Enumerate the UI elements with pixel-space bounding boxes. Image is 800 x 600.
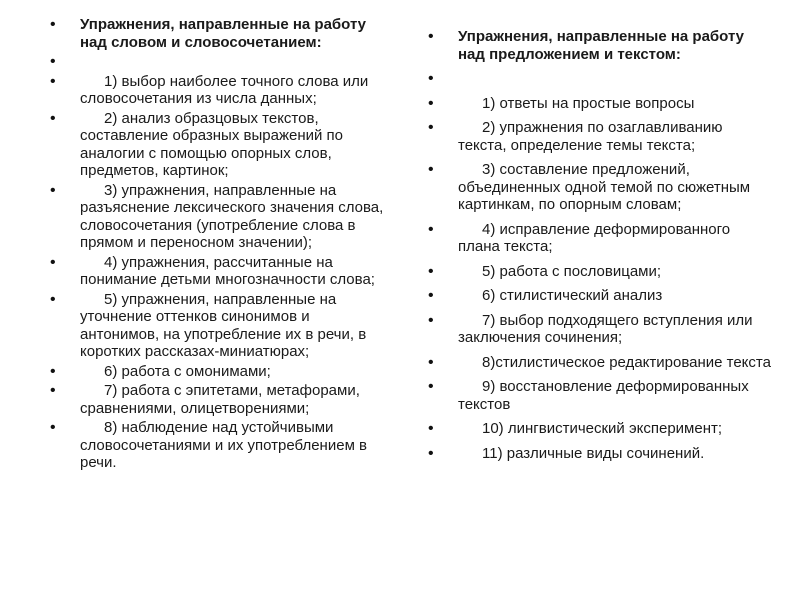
heading-text: • Упражнения, направленные на работу над предложением и текстом: xyxy=(458,28,745,63)
list-item xyxy=(50,291,390,361)
list-item-text: • 6) стилистический анализ xyxy=(482,287,663,304)
list-item xyxy=(428,95,773,113)
list-item xyxy=(428,263,773,281)
list-item-text: • 2) анализ образцовых текстов, составление образных выражений по аналогии с помощью опорных слов, предметов, картинок; xyxy=(80,109,343,179)
list-item-text: • 5) работа с пословицами; xyxy=(482,262,662,280)
list-item-text: • 1) выбор наиболее точного слова или словосочетания из числа данных; xyxy=(80,72,369,107)
list-item xyxy=(50,182,390,252)
list-item-text: • 7) работа с эпитетами, метафорами, сравнениями, олицетворениями; xyxy=(80,382,360,417)
list-item xyxy=(50,382,390,417)
list-item-text: • 11) различные виды сочинений. xyxy=(482,444,705,462)
list-item xyxy=(428,161,773,214)
list-heading xyxy=(428,28,773,63)
list-item-text: • 4) упражнения, рассчитанные на понимание детьми многозначности слова; xyxy=(80,253,375,288)
list-item xyxy=(50,419,390,472)
list-item xyxy=(428,354,773,372)
list-item xyxy=(428,221,773,256)
list-item xyxy=(428,445,773,463)
list-item-empty xyxy=(428,70,773,88)
list-item-text: • 7) выбор подходящего вступления или заключения сочинения; xyxy=(458,311,753,346)
list-item-text: • 3) составление предложений, объединенных одной темой по сюжетным картинкам, по опорным словам; xyxy=(458,161,751,213)
list-item xyxy=(50,110,390,180)
list-item-text: • 5) упражнения, направленные на уточнение оттенков синонимов и антонимов, на употребление их в речи, в коротких рассказах-миниатюрах; xyxy=(80,290,367,360)
right-column xyxy=(428,28,773,469)
list-item-text: • 3) упражнения, направленные на разъяснение лексического значения слова, словосочетания (употребление слова в прямом и переносном значении); xyxy=(80,181,384,251)
list-item-text: • 1) ответы на простые вопросы xyxy=(482,94,695,112)
left-column xyxy=(50,16,390,474)
list-item-text: • 4) исправление деформированного плана текста; xyxy=(458,220,731,255)
word-exercises-list xyxy=(50,16,390,472)
list-item-text: • 10) лингвистический эксперимент; xyxy=(482,420,723,437)
list-item xyxy=(50,254,390,289)
list-item-text: • 9) восстановление деформированных текстов xyxy=(458,378,749,413)
list-item-empty xyxy=(50,53,390,71)
list-item-text: • 6) работа с омонимами; xyxy=(104,362,271,380)
list-item xyxy=(428,420,773,438)
list-item xyxy=(50,73,390,108)
list-item-text: • 8) наблюдение над устойчивыми словосочетаниями и их употреблением в речи. xyxy=(80,419,368,471)
list-item xyxy=(428,312,773,347)
sentence-exercises-list xyxy=(428,28,773,462)
list-heading xyxy=(50,16,390,51)
list-item xyxy=(50,363,390,381)
list-item xyxy=(428,119,773,154)
list-item xyxy=(428,378,773,413)
list-item-text: • 2) упражнения по озаглавливанию текста, определение темы текста; xyxy=(458,119,723,154)
list-item-text: • 8)стилистическое редактирование текста xyxy=(482,353,771,371)
list-item xyxy=(428,287,773,305)
heading-text: • Упражнения, направленные на работу над словом и словосочетанием: xyxy=(80,16,367,51)
